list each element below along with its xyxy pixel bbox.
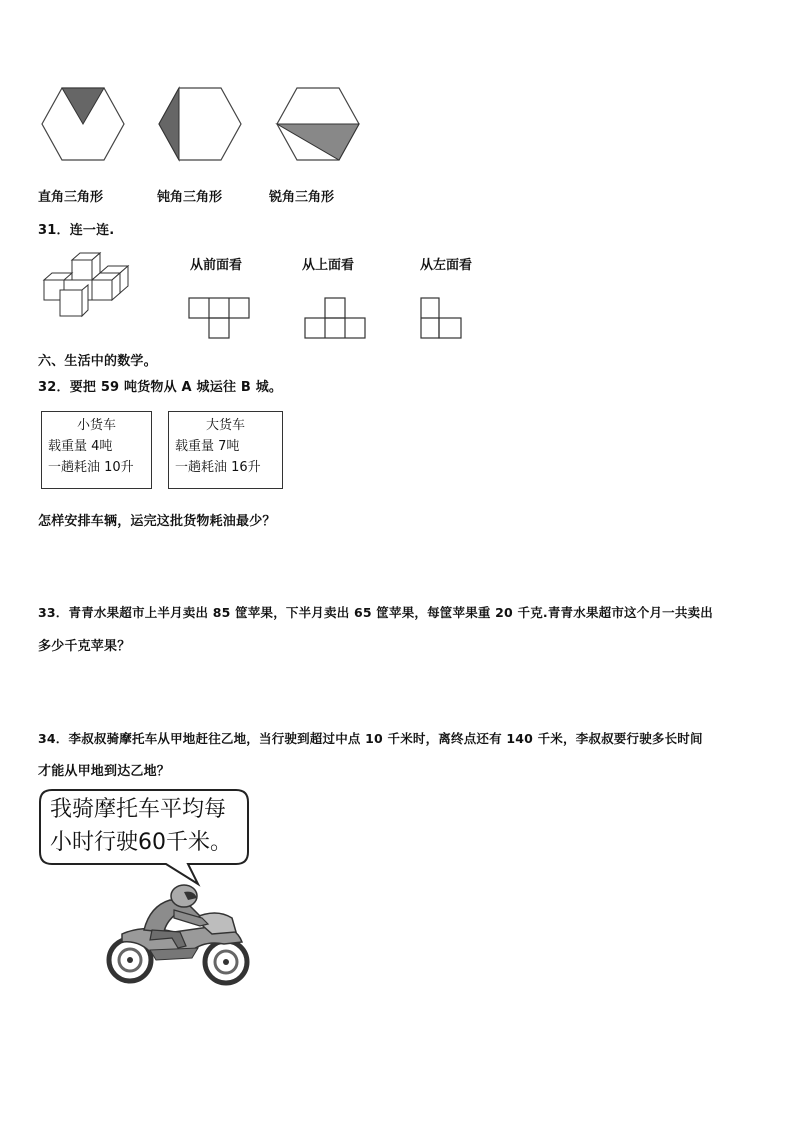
small-truck-card xyxy=(41,411,152,489)
hexagon-label-right: 直角三角形 xyxy=(38,190,104,205)
view-label-front: 从前面看 xyxy=(190,258,243,273)
small-truck-capacity: 载重量 4吨 xyxy=(48,439,113,454)
hexagon-right-triangle-figure xyxy=(38,86,128,166)
bubble-line-2: 小时行驶60千米。 xyxy=(50,830,232,855)
small-truck-name: 小货车 xyxy=(76,418,116,433)
bubble-line-1: 我骑摩托车平均每 xyxy=(50,797,227,822)
q33-line1: 33．青青水果超市上半月卖出 85 筐苹果，下半月卖出 65 筐苹果，每筐苹果重 20 千克.青青水果超市这个月一共卖出 xyxy=(38,605,713,620)
view-label-left: 从左面看 xyxy=(420,258,473,273)
section-6-title: 六、生活中的数学。 xyxy=(38,354,157,369)
q32-title: 32．要把 59 吨货物从 A 城运往 B 城。 xyxy=(38,380,283,395)
big-truck-name: 大货车 xyxy=(205,418,245,433)
big-truck-card xyxy=(168,411,283,489)
q34-line2: 才能从甲地到达乙地？ xyxy=(38,764,171,779)
motorcyclist-illustration xyxy=(104,882,254,992)
cube-stack-figure xyxy=(42,250,142,322)
hexagon-acute-triangle-figure xyxy=(273,86,363,166)
left-view-figure xyxy=(420,297,464,339)
q32-question: 怎样安排车辆，运完这批货物耗油最少？ xyxy=(38,514,276,529)
small-truck-fuel: 一趟耗油 10升 xyxy=(48,460,134,475)
hexagon-label-acute: 锐角三角形 xyxy=(269,190,335,205)
q34-line1: 34．李叔叔骑摩托车从甲地赶往乙地，当行驶到超过中点 10 千米时，离终点还有 140 千米，李叔叔要行驶多长时间 xyxy=(38,731,703,746)
front-view-figure xyxy=(188,297,250,339)
big-truck-capacity: 载重量 7吨 xyxy=(175,439,240,454)
hexagon-label-obtuse: 钝角三角形 xyxy=(157,190,223,205)
top-view-figure xyxy=(304,297,366,339)
big-truck-fuel: 一趟耗油 16升 xyxy=(175,460,261,475)
q33-line2: 多少千克苹果？ xyxy=(38,639,131,654)
q31-title: 31．连一连. xyxy=(38,223,115,238)
view-label-top: 从上面看 xyxy=(302,258,355,273)
hexagon-obtuse-triangle-figure xyxy=(155,86,245,166)
